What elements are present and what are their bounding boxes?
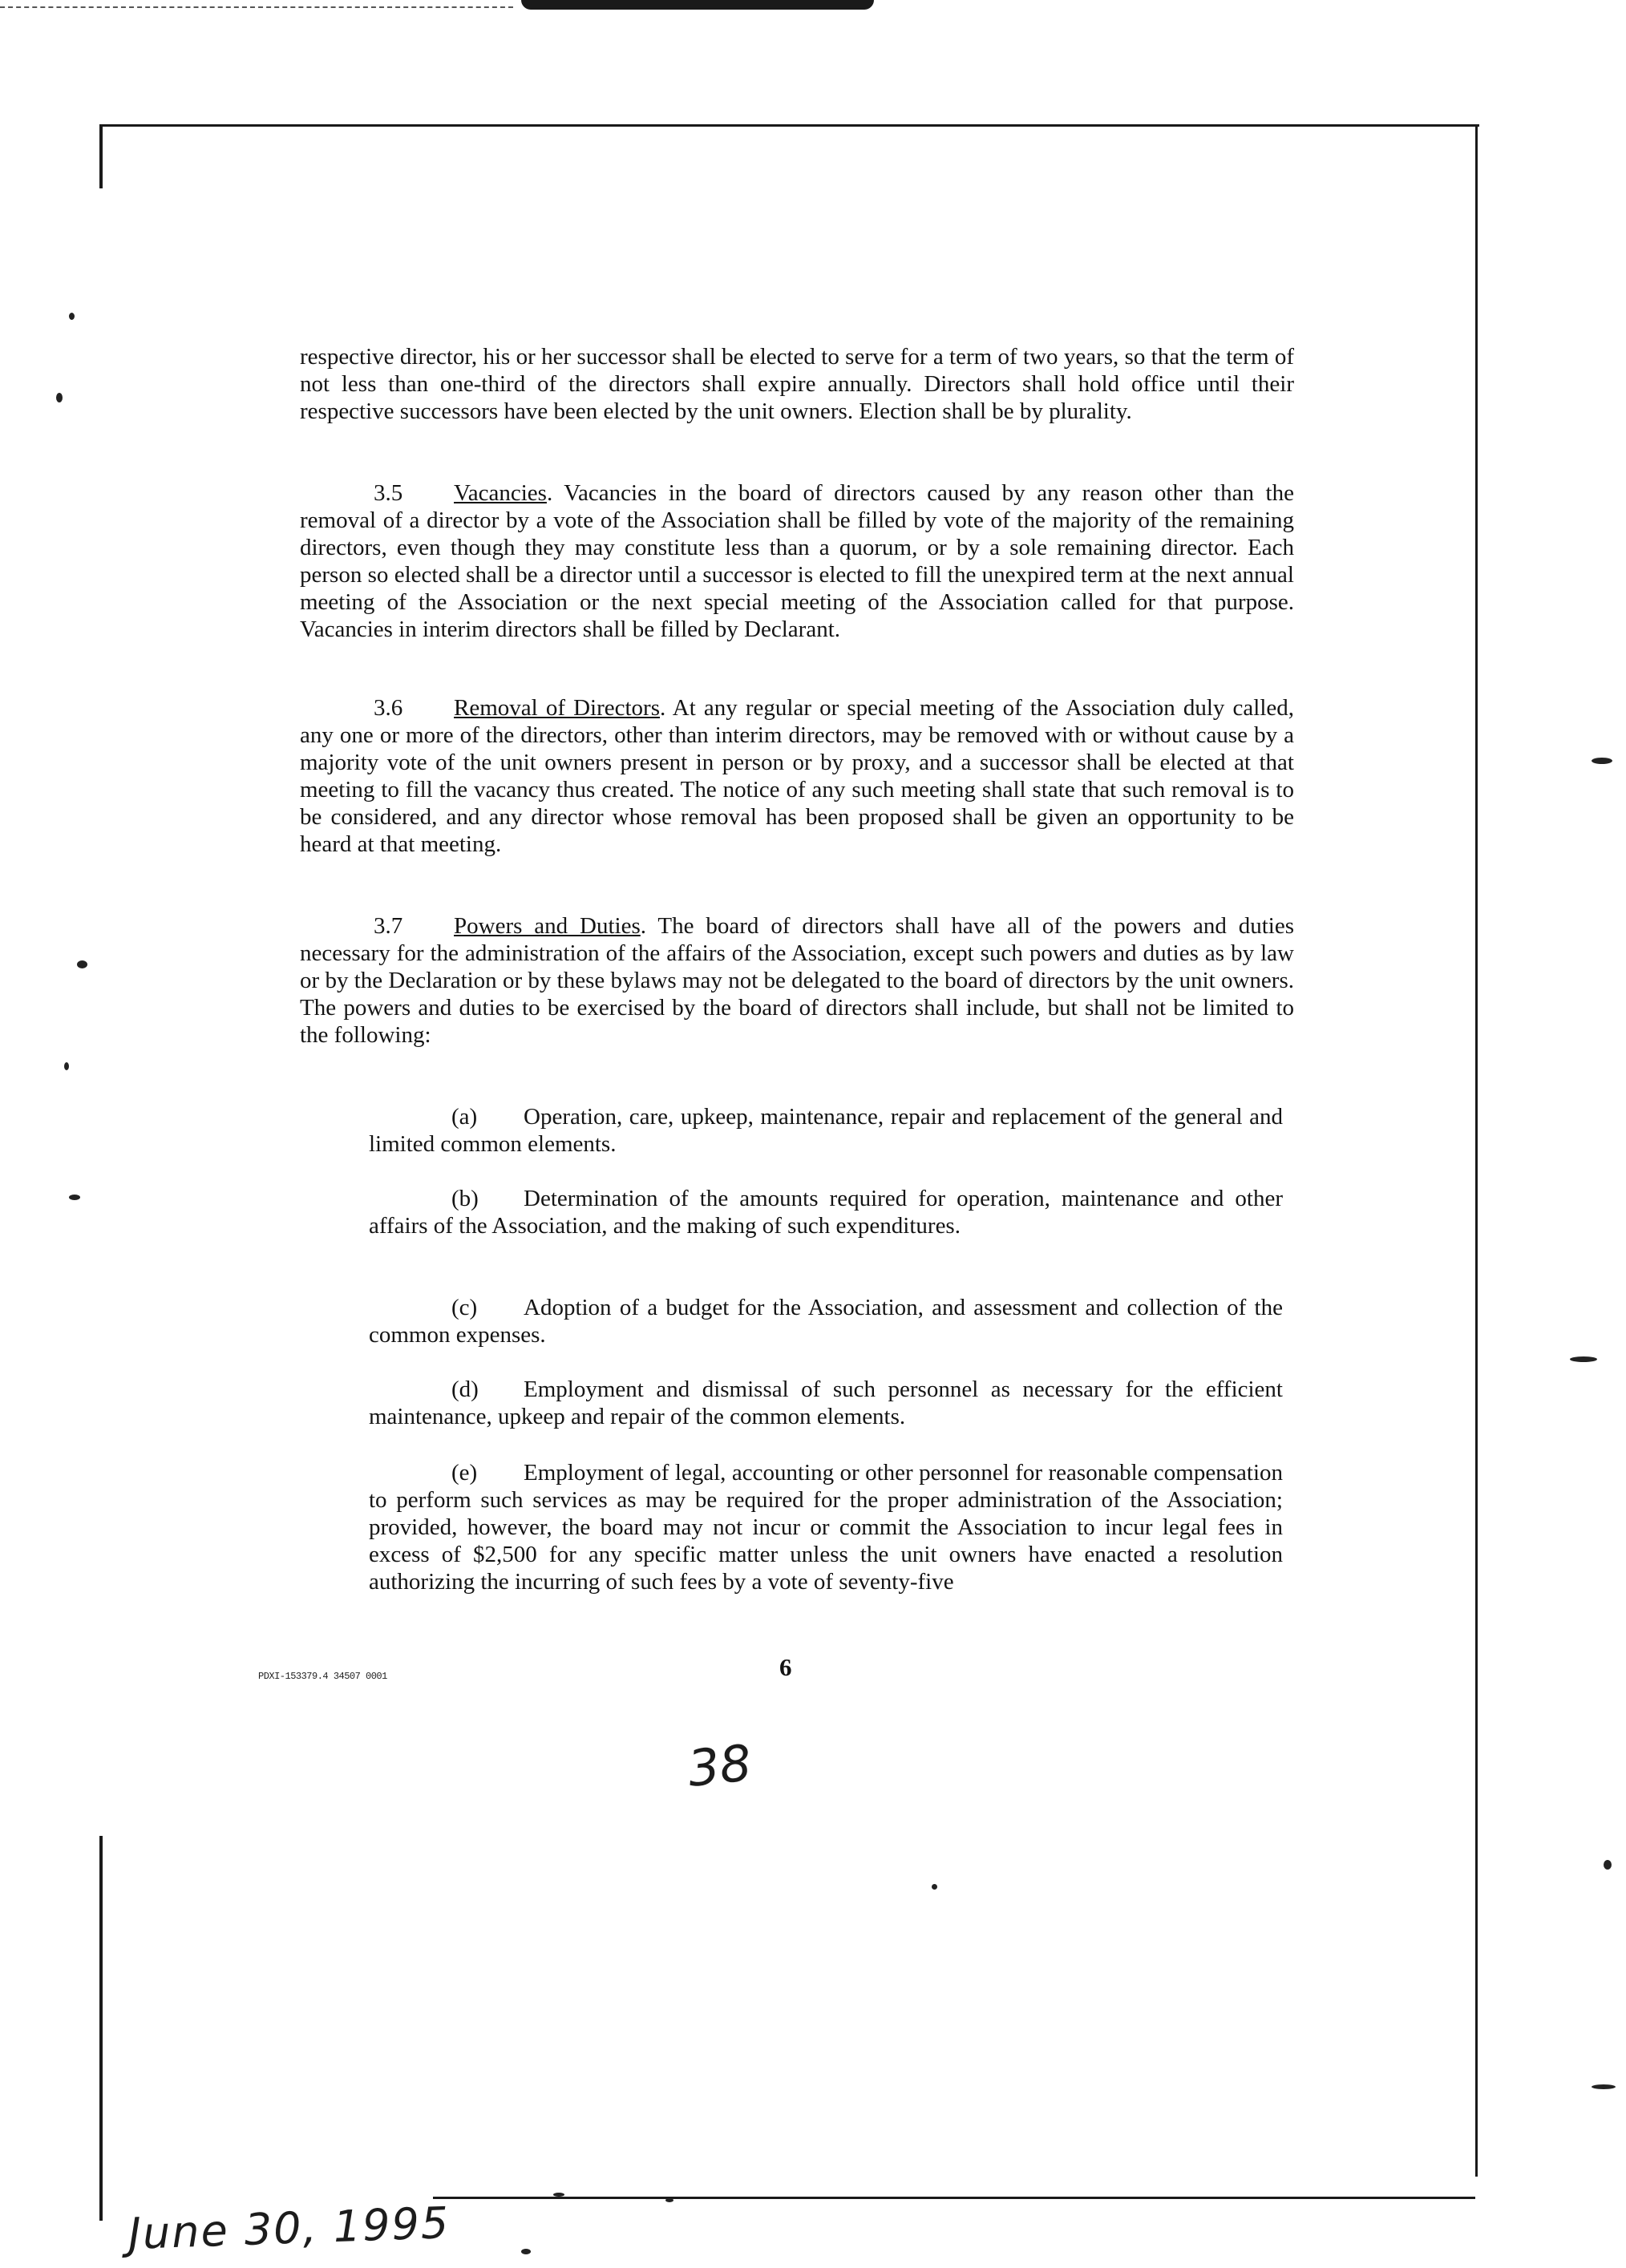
subitem-text: Determination of the amounts required for operation, maintenance and other affairs of the Association, and the making of such expenditures. — [369, 1186, 1283, 1239]
scan-speck — [521, 2249, 531, 2254]
page-border-left-lower — [99, 1836, 103, 2221]
scan-speck — [1592, 758, 1612, 764]
section-number: 3.5 — [374, 480, 403, 506]
scan-speck — [1592, 2084, 1616, 2089]
subitem-e — [369, 1459, 1283, 1595]
scan-speck — [1570, 1356, 1597, 1362]
subitem-a — [369, 1103, 1283, 1158]
subitem-label: (b) — [451, 1186, 479, 1211]
page-border-right — [1475, 124, 1478, 2177]
scan-speck — [77, 960, 87, 968]
document-code: PDXI-153379.4 34507 0001 — [258, 1671, 387, 1682]
scan-speck — [932, 1884, 937, 1890]
subitem-label: (a) — [451, 1104, 478, 1130]
subitem-label: (d) — [451, 1377, 479, 1402]
page-border-left-upper — [99, 124, 103, 188]
section-number: 3.6 — [374, 695, 403, 721]
subitem-text: Operation, care, upkeep, maintenance, repair and replacement of the general and limited common elements. — [369, 1104, 1283, 1157]
subitem-label: (e) — [451, 1460, 478, 1486]
section-3-7: 3.7 Powers and Duties. The board of directors shall have all of the powers and duties necessary for the administration of the affairs of the Association, except such powers and duties as by law or by the Declaration or by these bylaws may not be delegated to the board of directors by the unit owners. The powers and duties to be exercised by the board of directors shall include, but shall not be limited to the following: — [300, 913, 1294, 1048]
subitem-text: Employment of legal, accounting or other personnel for reasonable compensation to perform such services as may be required for the proper administration of the Association; provided, however, the board may not incur or commit the Association to incur legal fees in excess of $2,500 for any specific matter unless the unit owners have enacted a resolution authorizing the incurring of such fees by a vote of seventy-five — [369, 1460, 1283, 1595]
subitem-label: (c) — [451, 1295, 478, 1320]
section-3-6: 3.6 Removal of Directors. At any regular or special meeting of the Association duly called, any one or more of the directors, other than interim directors, may be removed with or without cause by a majority vote of the unit owners present in person or by proxy, and a successor shall be elected at that meeting to fill the vacancy thus created. The notice of any such meeting shall state that such removal is to be considered, and any director whose removal has been proposed shall be given an opportunity to be heard at that meeting. — [300, 695, 1294, 857]
scan-speck — [69, 313, 75, 320]
subitem-b — [369, 1185, 1283, 1239]
scan-speck — [56, 393, 63, 402]
page-border-bottom — [433, 2197, 1475, 2199]
section-body: Vacancies in the board of directors caused by any reason other than the removal of a director by a vote of the Association shall be filled by vote of the majority of the remaining directors, even though they may constitute less than a quorum, or by a sole remaining director. Each person so elected shall be a director until a successor is elected to fill the unexpired term at the next annual meeting of the Association or the next special meeting of the Association called for that purpose. Vacancies in interim directors shall be filled by Declarant. — [300, 480, 1294, 642]
subitem-text: Employment and dismissal of such personnel as necessary for the efficient maintenance, upkeep and repair of the common elements. — [369, 1377, 1283, 1429]
handwritten-date: June 30, 1995 — [127, 2197, 451, 2259]
scan-top-edge-artifact — [0, 6, 513, 8]
section-3-5: 3.5 Vacancies. Vacancies in the board of directors caused by any reason other than the removal of a director by a vote of the Association shall be filled by vote of the majority of the remaining directors, even though they may constitute less than a quorum, or by a sole remaining director. Each person so elected shall be a director until a successor is elected to fill the unexpired term at the next annual meeting of the Association or the next special meeting of the Association called for that purpose. Vacancies in interim directors shall be filled by Declarant. — [300, 480, 1294, 642]
subitem-d — [369, 1376, 1283, 1430]
section-heading: Powers and Duties — [454, 913, 641, 939]
page-border-top — [100, 124, 1479, 127]
intro-paragraph: respective director, his or her successor shall be elected to serve for a term of two years, so that the term of not less than one-third of the directors shall expire annually. Directors shall hold office until their respective successors have been elected by the unit owners. Election shall be by plurality. — [300, 344, 1294, 424]
scan-top-smudge — [521, 0, 874, 10]
scan-speck — [69, 1195, 80, 1200]
page-number: 6 — [779, 1653, 792, 1681]
scan-speck — [665, 2198, 673, 2202]
section-heading: Vacancies — [454, 480, 547, 506]
scan-speck — [553, 2193, 564, 2197]
section-body: The board of directors shall have all of the powers and duties necessary for the administration of the affairs of the Association, except such powers and duties as by law or by the Declaration or by these bylaws may not be delegated to the board of directors by the unit owners. The powers and duties to be exercised by the board of directors shall include, but shall not be limited to the following: — [300, 913, 1294, 1048]
subitem-text: Adoption of a budget for the Association, and assessment and collection of the common expenses. — [369, 1295, 1283, 1348]
scan-speck — [1604, 1860, 1612, 1870]
handwritten-page-mark: 38 — [685, 1733, 754, 1798]
scan-speck — [64, 1062, 69, 1070]
section-body: At any regular or special meeting of the Association duly called, any one or more of the directors, other than interim directors, may be removed with or without cause by a majority vote of the unit owners present in person or by proxy, and a successor shall be elected at that meeting to fill the vacancy thus created. The notice of any such meeting shall state that such removal is to be considered, and any director whose removal has been proposed shall be given an opportunity to be heard at that meeting. — [300, 695, 1294, 857]
section-number: 3.7 — [374, 913, 403, 939]
subitem-c — [369, 1294, 1283, 1348]
section-heading: Removal of Directors — [454, 695, 660, 721]
